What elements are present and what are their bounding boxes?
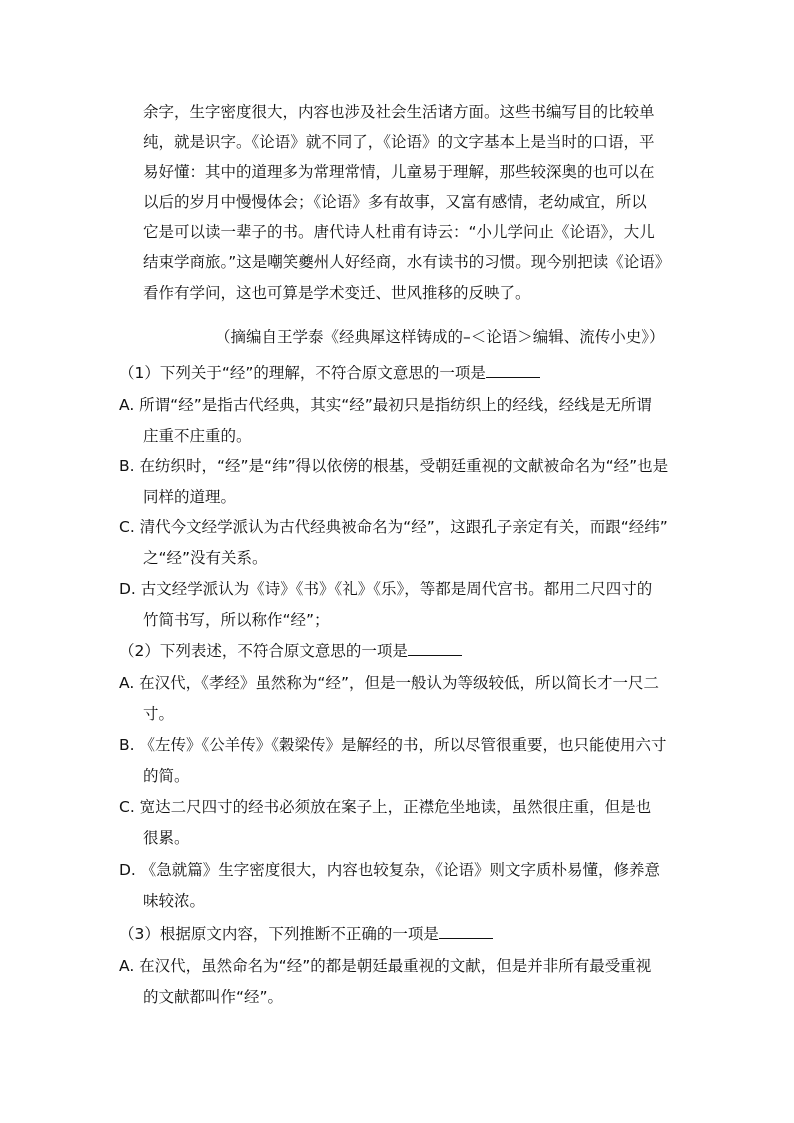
option-text-continued: 同样的道理。	[143, 488, 237, 506]
question-2-option-b	[119, 730, 689, 792]
question-1-option-c	[119, 512, 689, 574]
passage-line: 纯，就是识字。《论语》就不同了，《论语》的文字基本上是当时的口语，平	[143, 133, 655, 152]
passage-line: 易好懂：其中的道理多为常理常情，儿童易于理解，那些较深奥的也可以在	[143, 163, 655, 182]
passage-line: 结束学商旅。”这是嘲笑夔州人好经商，水有读书的习惯。现今别把读《论语》	[143, 253, 671, 272]
question-2-stem	[119, 638, 462, 664]
answer-blank	[439, 922, 493, 939]
question-stem-text: （2）下列表述，不符合原文意思的一项是	[119, 642, 408, 660]
passage-source: （摘编自王学泰《经典犀这样铸成的–＜论语＞编辑、流传小史》）	[215, 328, 665, 346]
passage-paragraph	[143, 97, 683, 308]
passage-line: 余字，生字密度很大，内容也涉及社会生活诸方面。这些书编写目的比较单	[143, 103, 655, 121]
question-3-option-a	[119, 951, 689, 1013]
passage-line: 它是可以读一辈子的书。唐代诗人杜甫有诗云：“小儿学问止《论语》，大儿	[143, 223, 655, 242]
question-1-option-a	[119, 390, 689, 452]
answer-blank	[486, 361, 540, 378]
option-text: D. 《急就篇》生字密度很大，内容也较复杂，《论语》则文字质朴易懂，修养意	[119, 861, 661, 879]
option-text: C. 宽达二尺四寸的经书必须放在案子上，正襟危坐地读，虽然很庄重，但是也	[119, 798, 652, 816]
question-1-option-d	[119, 574, 689, 636]
passage-line: 看作有学问，这也可算是学术变迁、世风推移的反映了。	[143, 283, 531, 302]
option-text: B. 《左传》《公羊传》《穀梁传》是解经的书，所以尽管很重要，也只能使用六寸	[119, 736, 667, 754]
option-text: B. 在纺织时，“经”是“纬”得以依傍的根基，受朝廷重视的文献被命名为“经”也是	[119, 457, 669, 475]
option-text-continued: 味较浓。	[143, 892, 206, 910]
option-text-continued: 庄重不庄重的。	[143, 427, 252, 445]
question-3-stem	[119, 921, 493, 947]
question-2-option-d	[119, 855, 689, 917]
question-1-option-b	[119, 451, 689, 513]
option-text: A. 在汉代，《孝经》虽然称为“经”，但是一般认为等级较低，所以简长才一尺二	[119, 674, 659, 692]
option-text: A. 在汉代，虽然命名为“经”的都是朝廷最重视的文献，但是并非所有最受重视	[119, 957, 652, 975]
option-text-continued: 的文献都叫作“经”。	[143, 988, 284, 1006]
question-2-option-a	[119, 668, 689, 730]
answer-blank	[408, 639, 462, 656]
option-text-continued: 之“经”没有关系。	[143, 549, 268, 567]
question-2-option-c	[119, 792, 689, 854]
option-text-continued: 的简。	[143, 767, 190, 785]
question-stem-text: （3）根据原文内容，下列推断不正确的一项是	[119, 925, 439, 943]
option-text-continued: 寸。	[143, 705, 175, 723]
option-text: D. 古文经学派认为《诗》《书》《礼》《乐》，等都是周代宫书。都用二尺四寸的	[119, 580, 653, 598]
question-stem-text: （1）下列关于“经”的理解，不符合原文意思的一项是	[119, 364, 486, 382]
passage-line: 以后的岁月中慢慢体会；《论语》多有故事，又富有感情，老幼咸宜，所以	[143, 193, 647, 212]
option-text-continued: 竹简书写，所以称作“经”；	[143, 611, 330, 629]
question-1-stem	[119, 360, 540, 386]
option-text-continued: 很累。	[143, 829, 190, 847]
option-text: A. 所谓“经”是指古代经典，其实“经”最初只是指纺织上的经线，经线是无所谓	[119, 396, 652, 414]
option-text: C. 清代今文经学派认为古代经典被命名为“经”，这跟孔子亲定有关，而跟“经纬”	[119, 518, 668, 536]
